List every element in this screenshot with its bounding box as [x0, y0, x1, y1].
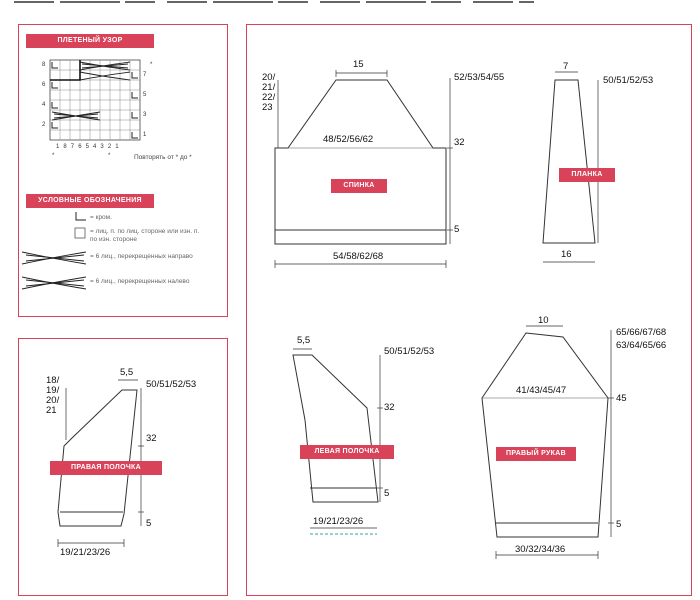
left-front-bottom-width: 19/21/23/26	[313, 516, 364, 527]
right-sleeve-bottom-width: 30/32/34/36	[515, 544, 566, 555]
chart-col-numbers: 1 8 7 6 5 4 3 2 1	[56, 144, 120, 150]
right-front-label: ПРАВАЯ ПОЛОЧКА	[50, 461, 162, 475]
back-shoulder-height: 20/ 21/ 22/ 23	[262, 72, 276, 113]
right-sleeve-mid-width: 41/43/45/47	[516, 385, 567, 396]
placket-top-width: 7	[563, 61, 569, 72]
chart-row-7: 7	[143, 72, 147, 78]
chart-row-8: 8	[42, 62, 46, 68]
left-front-outline	[293, 355, 378, 502]
placket-bottom-width: 16	[561, 249, 572, 260]
right-front-total-height: 50/51/52/53	[146, 379, 197, 390]
back-rib-height: 5	[454, 224, 460, 235]
left-front-side-height: 32	[384, 402, 395, 413]
chart-star-bottom-left: *	[52, 153, 55, 159]
back-total-height: 52/53/54/55	[454, 72, 505, 83]
left-front-rib-height: 5	[384, 488, 390, 499]
back-label: СПИНКА	[331, 179, 387, 193]
right-sleeve-top-width: 10	[538, 315, 549, 326]
back-bottom-width: 54/58/62/68	[333, 251, 384, 262]
chart-star-bottom-right: *	[108, 153, 111, 159]
chart-row-5: 5	[143, 92, 147, 98]
right-sleeve-rib-height: 5	[616, 519, 622, 530]
pattern-title-label: ПЛЕТЕНЫЙ УЗОР	[26, 34, 154, 48]
right-sleeve-side-height: 45	[616, 393, 627, 404]
right-front-outline	[58, 390, 137, 526]
right-front-shoulder-height: 18/ 19/ 20/ 21	[46, 375, 60, 416]
left-front-total-height: 50/51/52/53	[384, 346, 435, 357]
placket-outline	[543, 80, 595, 243]
legend-kromka-text: = кром.	[90, 214, 112, 221]
back-outline	[275, 80, 446, 244]
chart-row-4: 4	[42, 102, 46, 108]
legend-cross-left-text: = 6 лиц., перекрещенных налево	[90, 278, 190, 285]
right-front-side-height: 32	[146, 433, 157, 444]
back-mid-width: 48/52/56/62	[323, 134, 374, 145]
chart-row-2: 2	[42, 122, 46, 128]
legend-face-loop-text: = лиц. п. по лиц. стороне или изн. п. по изн. стороне	[90, 228, 200, 243]
chart-row-1: 1	[143, 132, 147, 138]
placket-height: 50/51/52/53	[603, 75, 654, 86]
placket-label: ПЛАНКА	[559, 168, 615, 182]
left-front-top-width: 5,5	[297, 335, 311, 346]
left-front-label: ЛЕВАЯ ПОЛОЧКА	[300, 445, 394, 459]
right-sleeve-total-height-a: 65/66/67/68	[616, 327, 667, 338]
back-side-height: 32	[454, 137, 465, 148]
legend-title-label: УСЛОВНЫЕ ОБОЗНАЧЕНИЯ	[26, 194, 154, 208]
chart-star-top: *	[150, 62, 153, 68]
right-sleeve-outline	[482, 333, 608, 537]
repeat-note: Повторять от * до *	[134, 154, 192, 161]
right-front-bottom-width: 19/21/23/26	[60, 547, 111, 558]
right-front-rib-height: 5	[146, 518, 152, 529]
right-sleeve-label: ПРАВЫЙ РУКАВ	[496, 447, 576, 461]
right-sleeve-total-height-b: 63/64/65/66	[616, 340, 667, 351]
legend-cross-right-text: = 6 лиц., перекрещенных направо	[90, 253, 193, 260]
chart-row-3: 3	[143, 112, 147, 118]
right-front-top-width: 5,5	[120, 367, 134, 378]
chart-row-6: 6	[42, 82, 46, 88]
back-top-width: 15	[353, 59, 364, 70]
